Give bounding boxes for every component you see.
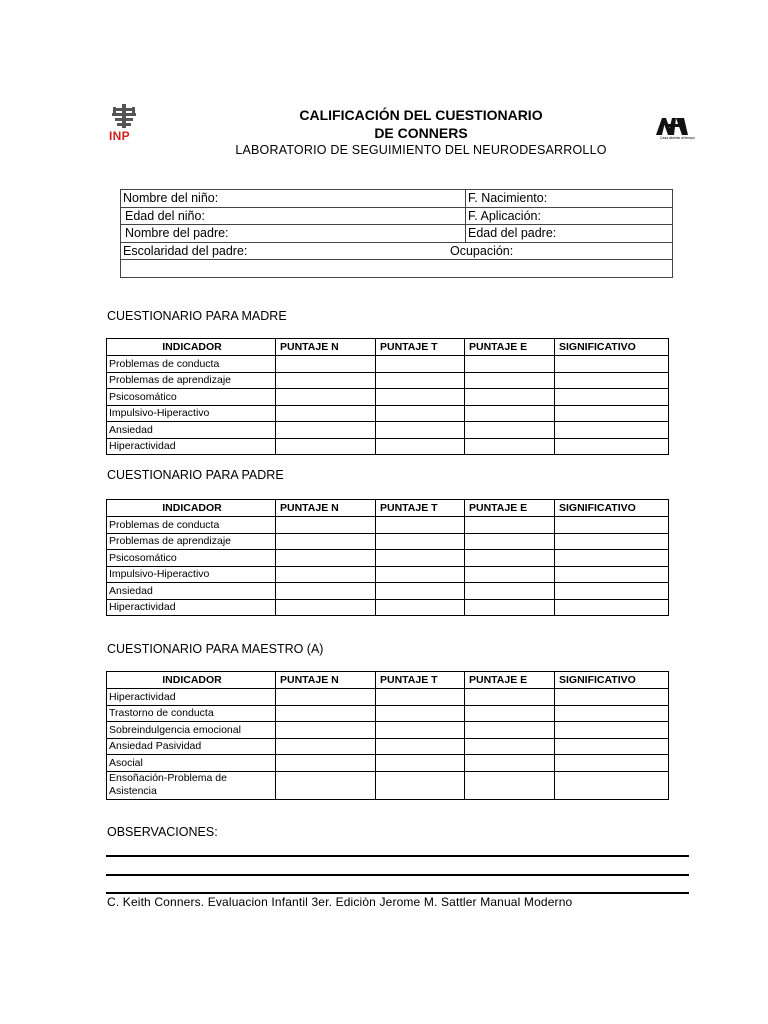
indicator-label: Hiperactividad xyxy=(107,689,276,706)
column-header-puntaje-e: PUNTAJE E xyxy=(465,339,555,356)
table-row xyxy=(107,356,669,373)
table-header-row xyxy=(107,500,669,517)
score-cell[interactable] xyxy=(376,550,465,567)
indicator-label: Ensoñación-Problema de Asistencia xyxy=(107,771,276,799)
indicator-label: Ansiedad xyxy=(107,583,276,600)
form-row xyxy=(121,225,673,243)
document-subtitle: LABORATORIO DE SEGUIMIENTO DEL NEURODESARROLLO xyxy=(235,143,607,157)
observaciones-label: OBSERVACIONES: xyxy=(107,825,218,839)
score-cell[interactable] xyxy=(376,533,465,550)
score-cell[interactable] xyxy=(276,533,376,550)
score-cell[interactable] xyxy=(555,689,669,706)
score-cell[interactable] xyxy=(465,755,555,772)
form-row xyxy=(121,260,673,278)
table-row xyxy=(107,771,669,799)
observaciones-line-1[interactable] xyxy=(106,855,689,857)
column-header-puntaje-n: PUNTAJE N xyxy=(276,672,376,689)
column-header-indicador: INDICADOR xyxy=(107,339,276,356)
indicator-label: Trastorno de conducta xyxy=(107,705,276,722)
empty-form-row[interactable] xyxy=(121,260,673,278)
score-cell[interactable] xyxy=(465,550,555,567)
score-cell[interactable] xyxy=(555,517,669,534)
score-cell[interactable] xyxy=(376,438,465,455)
section-heading-maestro: CUESTIONARIO PARA MAESTRO (A) xyxy=(107,642,324,656)
score-cell[interactable] xyxy=(465,566,555,583)
table-header-row xyxy=(107,339,669,356)
score-cell[interactable] xyxy=(376,422,465,439)
score-cell[interactable] xyxy=(276,599,376,616)
inp-logo-text: INP xyxy=(109,129,130,143)
score-cell[interactable] xyxy=(465,405,555,422)
edad-padre-field[interactable]: Edad del padre: xyxy=(466,225,673,243)
column-header-indicador: INDICADOR xyxy=(107,500,276,517)
column-header-puntaje-t: PUNTAJE T xyxy=(376,672,465,689)
column-header-puntaje-n: PUNTAJE N xyxy=(276,339,376,356)
score-cell[interactable] xyxy=(555,533,669,550)
score-cell[interactable] xyxy=(276,566,376,583)
score-cell[interactable] xyxy=(555,405,669,422)
table-row xyxy=(107,389,669,406)
indicator-label: Ansiedad xyxy=(107,422,276,439)
indicator-label: Psicosomático xyxy=(107,550,276,567)
table-row xyxy=(107,566,669,583)
nombre-padre-field[interactable]: Nombre del padre: xyxy=(121,225,466,243)
indicator-label: Hiperactividad xyxy=(107,599,276,616)
score-cell[interactable] xyxy=(465,599,555,616)
score-cell[interactable] xyxy=(555,583,669,600)
score-cell[interactable] xyxy=(555,566,669,583)
score-cell[interactable] xyxy=(465,705,555,722)
score-cell[interactable] xyxy=(555,550,669,567)
score-cell[interactable] xyxy=(555,722,669,739)
score-cell[interactable] xyxy=(376,755,465,772)
score-cell[interactable] xyxy=(376,722,465,739)
column-header-puntaje-e: PUNTAJE E xyxy=(465,672,555,689)
column-header-puntaje-t: PUNTAJE T xyxy=(376,500,465,517)
column-header-significativo: SIGNIFICATIVO xyxy=(555,500,669,517)
score-cell[interactable] xyxy=(555,599,669,616)
score-cell[interactable] xyxy=(376,689,465,706)
score-cell[interactable] xyxy=(555,422,669,439)
table-row xyxy=(107,438,669,455)
observaciones-line-3[interactable] xyxy=(106,892,689,894)
score-cell[interactable] xyxy=(465,533,555,550)
score-cell[interactable] xyxy=(465,722,555,739)
score-cell[interactable] xyxy=(465,372,555,389)
score-cell[interactable] xyxy=(555,755,669,772)
score-cell[interactable] xyxy=(465,517,555,534)
section-heading-padre: CUESTIONARIO PARA PADRE xyxy=(107,468,284,482)
score-cell[interactable] xyxy=(465,422,555,439)
table-row xyxy=(107,599,669,616)
scores-table-madre xyxy=(106,338,669,455)
score-cell[interactable] xyxy=(276,438,376,455)
indicator-label: Psicosomático xyxy=(107,389,276,406)
column-header-significativo: SIGNIFICATIVO xyxy=(555,672,669,689)
indicator-label: Problemas de conducta xyxy=(107,517,276,534)
score-cell[interactable] xyxy=(376,389,465,406)
score-cell[interactable] xyxy=(555,771,669,799)
score-cell[interactable] xyxy=(276,422,376,439)
score-cell[interactable] xyxy=(376,517,465,534)
citation-footer: C. Keith Conners. Evaluacion Infantil 3er. Ediciòn Jerome M. Sattler Manual Moderno xyxy=(107,895,573,909)
indicator-label: Impulsivo-Hiperactivo xyxy=(107,405,276,422)
table-row xyxy=(107,405,669,422)
nombre-nino-field[interactable]: Nombre del niño: xyxy=(121,190,466,208)
score-cell[interactable] xyxy=(555,705,669,722)
section-heading-madre: CUESTIONARIO PARA MADRE xyxy=(107,309,287,323)
table-header-row xyxy=(107,672,669,689)
score-cell[interactable] xyxy=(376,405,465,422)
column-header-puntaje-t: PUNTAJE T xyxy=(376,339,465,356)
table-row xyxy=(107,705,669,722)
indicator-label: Hiperactividad xyxy=(107,438,276,455)
score-cell[interactable] xyxy=(276,689,376,706)
f-aplicacion-field[interactable]: F. Aplicación: xyxy=(466,207,673,225)
edad-nino-field[interactable]: Edad del niño: xyxy=(121,207,466,225)
score-cell[interactable] xyxy=(376,705,465,722)
document-title-line1: CALIFICACIÓN DEL CUESTIONARIO xyxy=(299,107,543,123)
column-header-significativo: SIGNIFICATIVO xyxy=(555,339,669,356)
table-row xyxy=(107,550,669,567)
uam-tagline: Casa abierta al tiempo xyxy=(660,136,696,140)
score-cell[interactable] xyxy=(276,356,376,373)
score-cell[interactable] xyxy=(555,738,669,755)
score-cell[interactable] xyxy=(276,583,376,600)
score-cell[interactable] xyxy=(276,550,376,567)
scores-table-padre xyxy=(106,499,669,616)
table-row xyxy=(107,722,669,739)
score-cell[interactable] xyxy=(276,722,376,739)
column-header-indicador: INDICADOR xyxy=(107,672,276,689)
indicator-label: Problemas de aprendizaje xyxy=(107,533,276,550)
score-cell[interactable] xyxy=(276,517,376,534)
ocupacion-field: Ocupación: xyxy=(450,243,514,258)
score-cell[interactable] xyxy=(555,356,669,373)
form-row xyxy=(121,190,673,208)
observaciones-line-2[interactable] xyxy=(106,874,689,876)
score-cell[interactable] xyxy=(555,372,669,389)
score-cell[interactable] xyxy=(276,755,376,772)
indicator-label: Problemas de conducta xyxy=(107,356,276,373)
f-nacimiento-field[interactable]: F. Nacimiento: xyxy=(466,190,673,208)
table-row xyxy=(107,372,669,389)
score-cell[interactable] xyxy=(376,583,465,600)
table-row xyxy=(107,689,669,706)
score-cell[interactable] xyxy=(376,738,465,755)
score-cell[interactable] xyxy=(555,389,669,406)
score-cell[interactable] xyxy=(465,738,555,755)
escolaridad-padre-field: Escolaridad del padre: xyxy=(123,243,248,258)
table-row xyxy=(107,738,669,755)
form-row xyxy=(121,207,673,225)
score-cell[interactable] xyxy=(465,771,555,799)
form-row xyxy=(121,242,673,260)
indicator-label: Ansiedad Pasividad xyxy=(107,738,276,755)
table-row xyxy=(107,755,669,772)
score-cell[interactable] xyxy=(376,599,465,616)
score-cell[interactable] xyxy=(276,389,376,406)
scores-table-maestro xyxy=(106,671,669,800)
score-cell[interactable] xyxy=(465,356,555,373)
escolaridad-ocupacion-row[interactable] xyxy=(121,242,673,260)
table-row xyxy=(107,533,669,550)
score-cell[interactable] xyxy=(465,438,555,455)
score-cell[interactable] xyxy=(276,405,376,422)
score-cell[interactable] xyxy=(276,771,376,799)
table-row xyxy=(107,517,669,534)
score-cell[interactable] xyxy=(276,738,376,755)
indicator-label: Asocial xyxy=(107,755,276,772)
indicator-label: Sobreindulgencia emocional xyxy=(107,722,276,739)
score-cell[interactable] xyxy=(465,583,555,600)
indicator-label: Problemas de aprendizaje xyxy=(107,372,276,389)
score-cell[interactable] xyxy=(465,689,555,706)
score-cell[interactable] xyxy=(276,705,376,722)
indicator-label: Impulsivo-Hiperactivo xyxy=(107,566,276,583)
table-row xyxy=(107,422,669,439)
table-row xyxy=(107,583,669,600)
score-cell[interactable] xyxy=(276,372,376,389)
patient-info-form xyxy=(120,189,673,278)
score-cell[interactable] xyxy=(376,356,465,373)
document-title-line2: DE CONNERS xyxy=(374,125,468,141)
score-cell[interactable] xyxy=(555,438,669,455)
score-cell[interactable] xyxy=(376,771,465,799)
column-header-puntaje-e: PUNTAJE E xyxy=(465,500,555,517)
column-header-puntaje-n: PUNTAJE N xyxy=(276,500,376,517)
score-cell[interactable] xyxy=(465,389,555,406)
score-cell[interactable] xyxy=(376,372,465,389)
score-cell[interactable] xyxy=(376,566,465,583)
